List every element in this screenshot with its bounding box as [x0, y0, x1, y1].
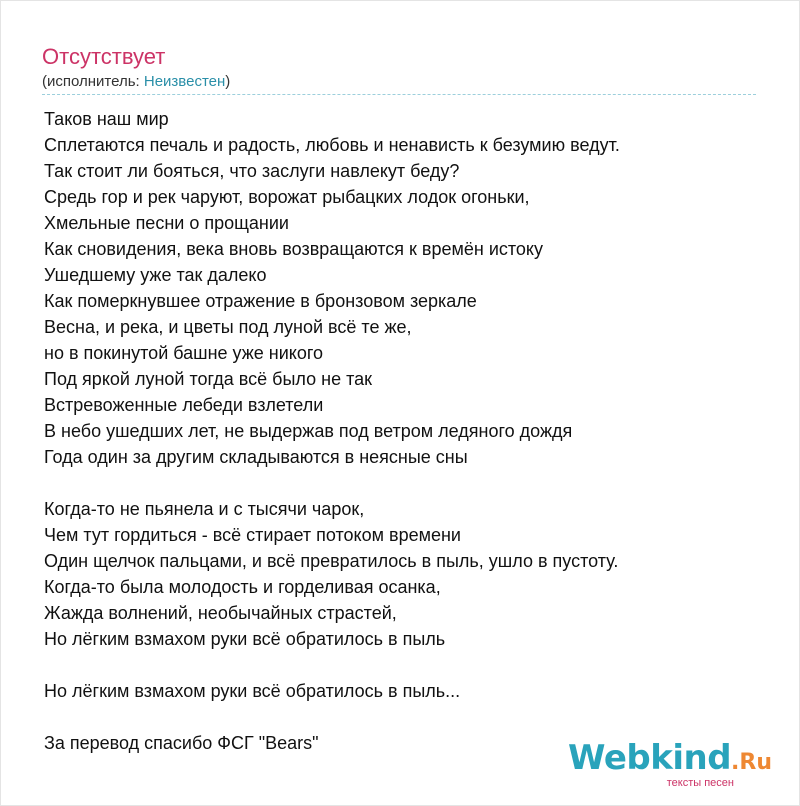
- lyric-line: [44, 470, 764, 496]
- artist-line: [42, 73, 230, 91]
- lyric-line: Хмельные песни о прощании: [44, 213, 289, 233]
- artist-link[interactable]: Неизвестен: [143, 73, 226, 90]
- logo-domain-text: .Ru: [731, 750, 772, 775]
- lyric-line: Как померкнувшее отражение в бронзовом зеркале: [44, 291, 477, 311]
- lyric-line: Ушедшему уже так далеко: [44, 265, 267, 285]
- title-divider: [42, 94, 756, 95]
- lyric-line: Так стоит ли бояться, что заслуги навлекут беду?: [44, 161, 460, 181]
- lyrics-block: [44, 106, 764, 756]
- lyric-line: [44, 704, 764, 730]
- logo-wordmark: [568, 740, 772, 781]
- lyric-line: Когда-то не пьянела и с тысячи чарок,: [44, 499, 365, 519]
- lyric-line: но в покинутой башне уже никого: [44, 343, 324, 363]
- lyric-line: [44, 652, 764, 678]
- logo-main-text: Webkind: [568, 738, 732, 778]
- lyric-line: Как сновидения, века вновь возвращаются к времён истоку: [44, 239, 543, 259]
- song-title: Отсутствует: [42, 44, 166, 69]
- lyric-line: Встревоженные лебеди взлетели: [44, 395, 324, 415]
- lyric-line: Под яркой луной тогда всё было не так: [44, 369, 373, 389]
- logo-subtitle: тексты песен: [666, 777, 734, 789]
- lyric-line: Но лёгким взмахом руки всё обратилось в пыль...: [44, 681, 461, 701]
- lyric-line: Сплетаются печаль и радость, любовь и ненависть к безумию ведут.: [44, 135, 620, 155]
- lyric-line: Средь гор и рек чаруют, ворожат рыбацких лодок огоньки,: [44, 187, 530, 207]
- lyric-line: Весна, и река, и цветы под луной всё те же,: [44, 317, 412, 337]
- lyric-line: Один щелчок пальцами, и всё превратилось в пыль, ушло в пустоту.: [44, 551, 619, 571]
- lyric-line: Таков наш мир: [44, 109, 169, 129]
- lyric-line: Чем тут гордиться - всё стирает потоком времени: [44, 525, 461, 545]
- lyric-line: В небо ушедших лет, не выдержав под ветром ледяного дождя: [44, 421, 573, 441]
- lyric-line: За перевод спасибо ФСГ "Bears": [44, 733, 319, 753]
- site-logo[interactable]: [568, 740, 772, 788]
- lyric-line: Жажда волнений, необычайных страстей,: [44, 603, 397, 623]
- lyric-line: Когда-то была молодость и горделивая осанка,: [44, 577, 441, 597]
- lyric-line: Года один за другим складываются в неясные сны: [44, 447, 468, 467]
- artist-suffix: ): [225, 73, 231, 90]
- lyric-line: Но лёгким взмахом руки всё обратилось в пыль: [44, 629, 446, 649]
- artist-prefix: (исполнитель:: [42, 73, 144, 90]
